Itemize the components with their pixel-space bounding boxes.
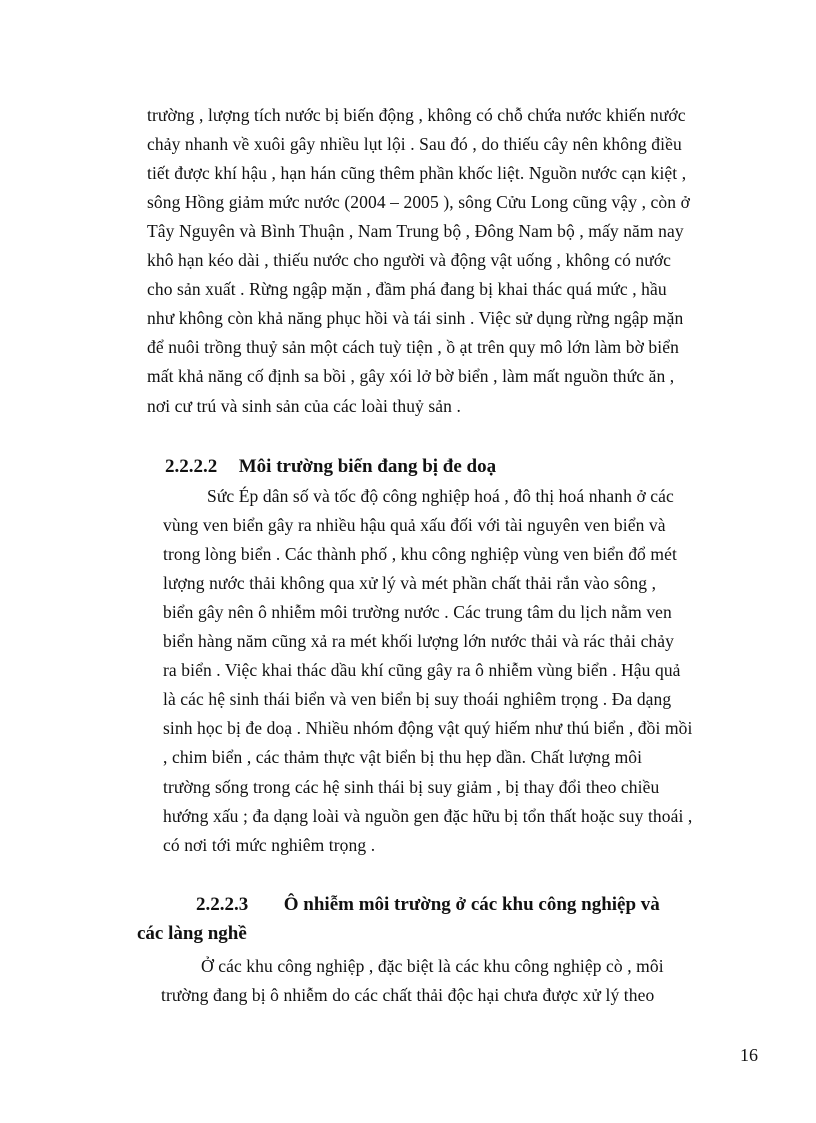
paragraph-line: vùng ven biển gây ra nhiều hậu quả xấu đối với tài nguyên ven biển và — [163, 515, 666, 535]
paragraph-line: tiết được khí hậu , hạn hán cũng thêm phần khốc liệt. Nguồn nước cạn kiệt , — [147, 163, 687, 183]
heading-title: Môi trường biển đang bị đe doạ — [238, 456, 497, 477]
paragraph-line: , chim biển , các thảm thực vật biển bị thu hẹp dần. Chất lượng môi — [163, 747, 643, 767]
paragraph-line: lượng nước thải không qua xử lý và mét phần chất thải rắn vào sông , — [163, 573, 657, 593]
paragraph-line: chảy nhanh về xuôi gây nhiều lụt lội . Sau đó , do thiếu cây nên không điều — [147, 134, 682, 154]
paragraph-line: Tây Nguyên và Bình Thuận , Nam Trung bộ , Đông Nam bộ , mấy năm nay — [147, 221, 684, 241]
paragraph-line: trường đang bị ô nhiễm do các chất thải độc hại chưa được xử lý theo — [161, 985, 655, 1005]
heading-line-2: các làng nghề — [137, 923, 247, 944]
paragraph-line: để nuôi trồng thuỷ sản một cách tuỳ tiện , ồ ạt trên quy mô lớn làm bờ biển — [147, 337, 679, 357]
paragraph-line: trường , lượng tích nước bị biến động , không có chỗ chứa nước khiến nước — [147, 105, 686, 125]
paragraph-line: là các hệ sinh thái biển và ven biển bị suy thoái nghiêm trọng . Đa dạng — [163, 689, 672, 709]
paragraph-line: có nơi tới mức nghiêm trọng . — [163, 835, 376, 855]
heading-number: 2.2.2.2 — [165, 456, 218, 477]
paragraph-line: hướng xấu ; đa dạng loài và nguồn gen đặc hữu bị tổn thất hoặc suy thoái , — [163, 806, 693, 826]
paragraph-line: cho sản xuất . Rừng ngập mặn , đầm phá đang bị khai thác quá mức , hầu — [147, 279, 667, 299]
heading-title: Ô nhiễm môi trường ở các khu công nghiệp và — [283, 894, 660, 915]
heading-line-1 — [196, 893, 660, 917]
heading-number: 2.2.2.3 — [196, 894, 249, 915]
paragraph-line: sông Hồng giảm mức nước (2004 – 2005 ), sông Cửu Long cũng vậy , còn ở — [147, 192, 690, 212]
paragraph-line: nơi cư trú và sinh sản của các loài thuỷ sản . — [147, 396, 461, 416]
page-number: 16 — [740, 1045, 758, 1065]
paragraph-line: Sức Ép dân số và tốc độ công nghiệp hoá , đô thị hoá nhanh ở các — [207, 486, 674, 506]
paragraph-line: sinh học bị đe doạ . Nhiều nhóm động vật quý hiếm như thú biển , đồi mồi — [163, 718, 693, 738]
paragraph-line: biển hàng năm cũng xả ra mét khối lượng lớn nước thải và rác thải chảy — [163, 631, 675, 651]
paragraph-line: khô hạn kéo dài , thiếu nước cho người và động vật uống , không có nước — [147, 250, 672, 270]
paragraph-line: như không còn khả năng phục hồi và tái sinh . Việc sử dụng rừng ngập mặn — [147, 308, 684, 328]
paragraph-line: ra biển . Việc khai thác dầu khí cũng gây ra ô nhiễm vùng biển . Hậu quả — [163, 660, 681, 680]
paragraph-line: mất khả năng cố định sa bồi , gây xói lở bờ biển , làm mất nguồn thức ăn , — [147, 366, 675, 386]
section-heading-2-2-2-2 — [165, 455, 496, 479]
paragraph-line: trong lòng biển . Các thành phố , khu công nghiệp vùng ven biển đổ mét — [163, 544, 677, 564]
paragraph-line: biển gây nên ô nhiễm môi trường nước . Các trung tâm du lịch nằm ven — [163, 602, 672, 622]
paragraph-line: Ở các khu công nghiệp , đặc biệt là các khu công nghiệp cò , môi — [201, 956, 664, 976]
paragraph-line: trường sống trong các hệ sinh thái bị suy giảm , bị thay đổi theo chiều — [163, 777, 660, 797]
